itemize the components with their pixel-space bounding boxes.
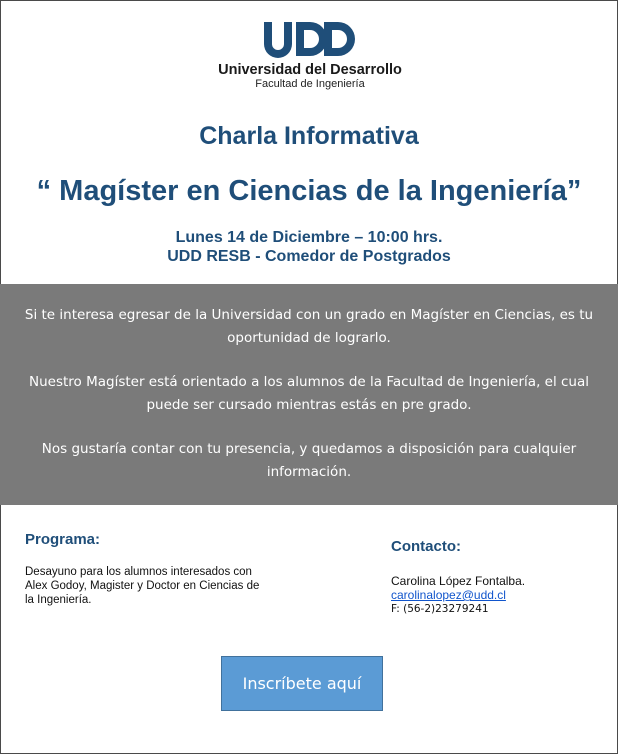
info-paragraph-3: Nos gustaría contar con tu presencia, y quedamos a disposición para cualquier información.: [41, 441, 577, 480]
contact-email-link[interactable]: carolinalopez@udd.cl: [391, 588, 506, 602]
info-band: [0, 284, 618, 505]
event-title: Charla Informativa: [199, 122, 419, 150]
event-location: UDD RESB - Comedor de Postgrados: [167, 248, 451, 265]
university-name: Universidad del Desarrollo: [218, 62, 402, 78]
program-title: “ Magíster en Ciencias de la Ingeniería”: [36, 175, 582, 207]
contact-name: Carolina López Fontalba.: [391, 574, 526, 588]
info-paragraph-2: Nuestro Magíster está orientado a los alumnos de la Facultad de Ingeniería, el cual puede ser cursado mientras estás en pre grado.: [28, 374, 589, 413]
contact-phone: F: (56-2)23279241: [391, 603, 489, 615]
udd-logo-mark: [262, 22, 358, 58]
udd-logo: [210, 22, 410, 98]
event-date-time: Lunes 14 de Diciembre – 10:00 hrs.: [175, 229, 443, 246]
event-details: [0, 228, 618, 266]
faculty-name: Facultad de Ingeniería: [255, 78, 365, 90]
programa-description: Desayuno para los alumnos interesados con Alex Godoy, Magister y Doctor en Ciencias de la Ingeniería.: [25, 566, 260, 606]
info-paragraph-1: Si te interesa egresar de la Universidad con un grado en Magíster en Ciencias, es tu oportunidad de lograrlo.: [24, 307, 594, 346]
contact-info: [391, 574, 611, 616]
programa-heading: Programa:: [25, 531, 101, 548]
register-button[interactable]: Inscríbete aquí: [221, 656, 383, 711]
contacto-heading: Contacto:: [391, 538, 461, 555]
